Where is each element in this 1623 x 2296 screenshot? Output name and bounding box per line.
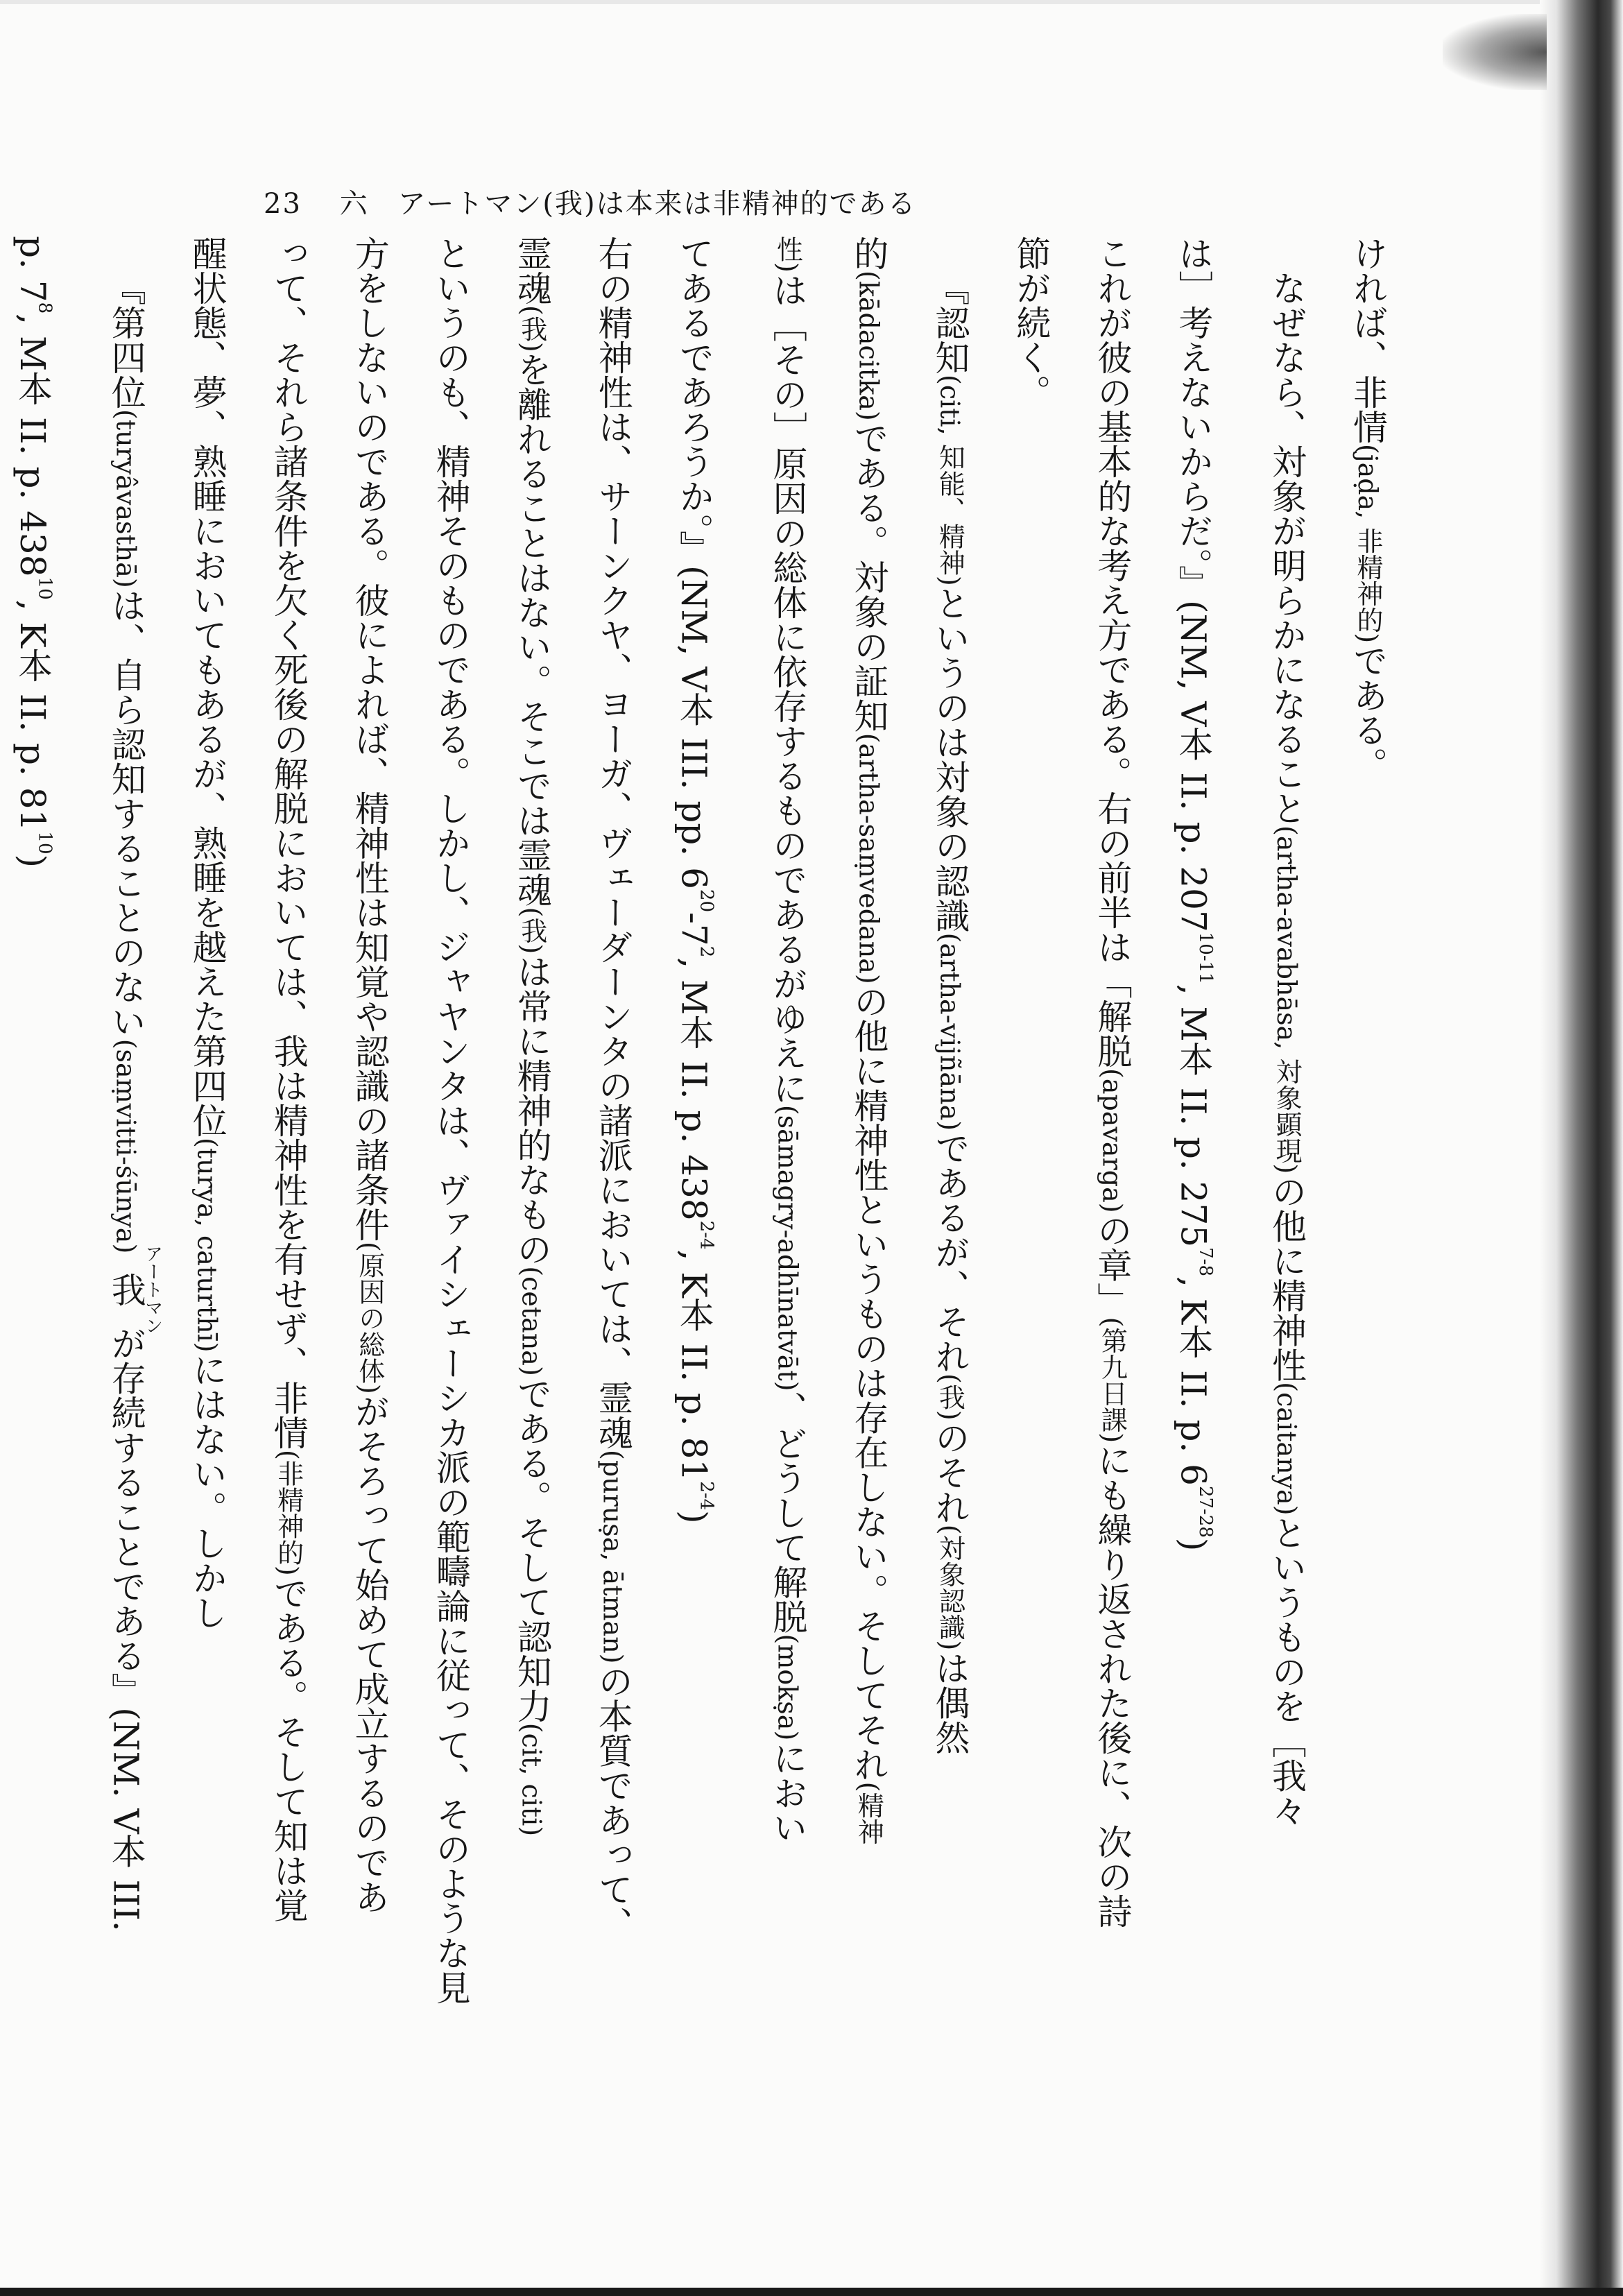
text-line: 性)は［その］原因の総体に依存するものであるがゆえに(sāmagry-adhīnatvāt)、どうして解脱(mokṣa)におい bbox=[767, 236, 808, 1845]
body-text bbox=[12, 236, 1408, 2220]
text-line: これが彼の基本的な考え方である。右の前半は「解脱(apavarga)の章」(第九日課)にも繰り返された後に、次の詩 bbox=[1092, 236, 1133, 1929]
text-line: 右の精神性は、サーンクヤ、ヨーガ、ヴェーダーンタの諸派においては、霊魂(puruṣa, ātman)の本質であって、 bbox=[592, 236, 633, 1942]
text-line: p. $7^8$, M本 II. p. $438^{10}$, K本 II. p. $81^{10}$) bbox=[12, 236, 55, 868]
text-line: 方をしないのである。彼によれば、精神性は知覚や認識の諸条件(原因の総体)がそろって始めて成立するのであ bbox=[349, 236, 390, 1914]
text-line: 醒状態、夢、熟睡においてもあるが、熟睡を越えた第四位(turya, caturthī)にはない。しかし bbox=[187, 236, 227, 1630]
text-line: というのも、精神そのものである。しかし、ジャヤンタは、ヴァイシェーシカ派の範疇論に従って、そのような見 bbox=[430, 236, 471, 2005]
chapter-title: 六 アートマン(我)は本来は非精神的である bbox=[339, 188, 917, 220]
scan-corner-shadow bbox=[1443, 14, 1547, 90]
text-line: 『第四位(turyâvasthā)は、自ら認知することのない(saṃvitti-śūnya)我アートマンが存続することである』(NM. V本 III. bbox=[105, 271, 163, 1932]
scan-page-edge-shadow bbox=[1540, 0, 1623, 2296]
scan-top-streak bbox=[0, 0, 1623, 4]
text-line: なぜなら、対象が明らかになること(artha-avabhāsa, 対象顕現)の他に精神性(caitanya)というものを［我々 bbox=[1266, 271, 1307, 1828]
text-line: ければ、非情(jaḍa, 非精神的)である。 bbox=[1348, 236, 1388, 782]
text-line: は］考えないからだ。』(NM, V本 II. p. 207$^{10-11}$, M本 II. p. 275$^{7-8}$, K本 II. p. 6$^{27-28}$) bbox=[1173, 236, 1216, 1552]
text-line: って、それら諸条件を欠く死後の解脱においては、我は精神性を有せず、非情(非精神的)である。そして知は覚 bbox=[268, 236, 309, 1923]
ruby-word: 我アートマン bbox=[105, 1244, 163, 1335]
text-line: 的(kādacitka)である。対象の証知(artha-saṃvedana)の他に精神性というものは存在しない。そしてそれ(精神 bbox=[848, 236, 889, 1845]
scan-bottom-border bbox=[0, 2288, 1623, 2296]
text-line: 霊魂(我)を離れることはない。そこでは霊魂(我)は常に精神的なもの(cetana)である。そして認知力(cit, citi) bbox=[511, 236, 552, 1837]
text-line: てあるであろうか。』(NM, V本 III. pp. $6^{20}-7^2$, M本 II. p. 438$^{2-4}$, K本 II. p. 81$^{2-4}$) bbox=[673, 236, 717, 1524]
page-number: 23 bbox=[264, 188, 302, 220]
text-line: 節が続く。 bbox=[1011, 236, 1051, 409]
running-header bbox=[264, 182, 917, 221]
text-line: 『認知(citi, 知能、精神)というのは対象の認識(artha-vijñāna)であるが、それ(我)のそれ(対象認識)は偶然 bbox=[929, 271, 970, 1755]
